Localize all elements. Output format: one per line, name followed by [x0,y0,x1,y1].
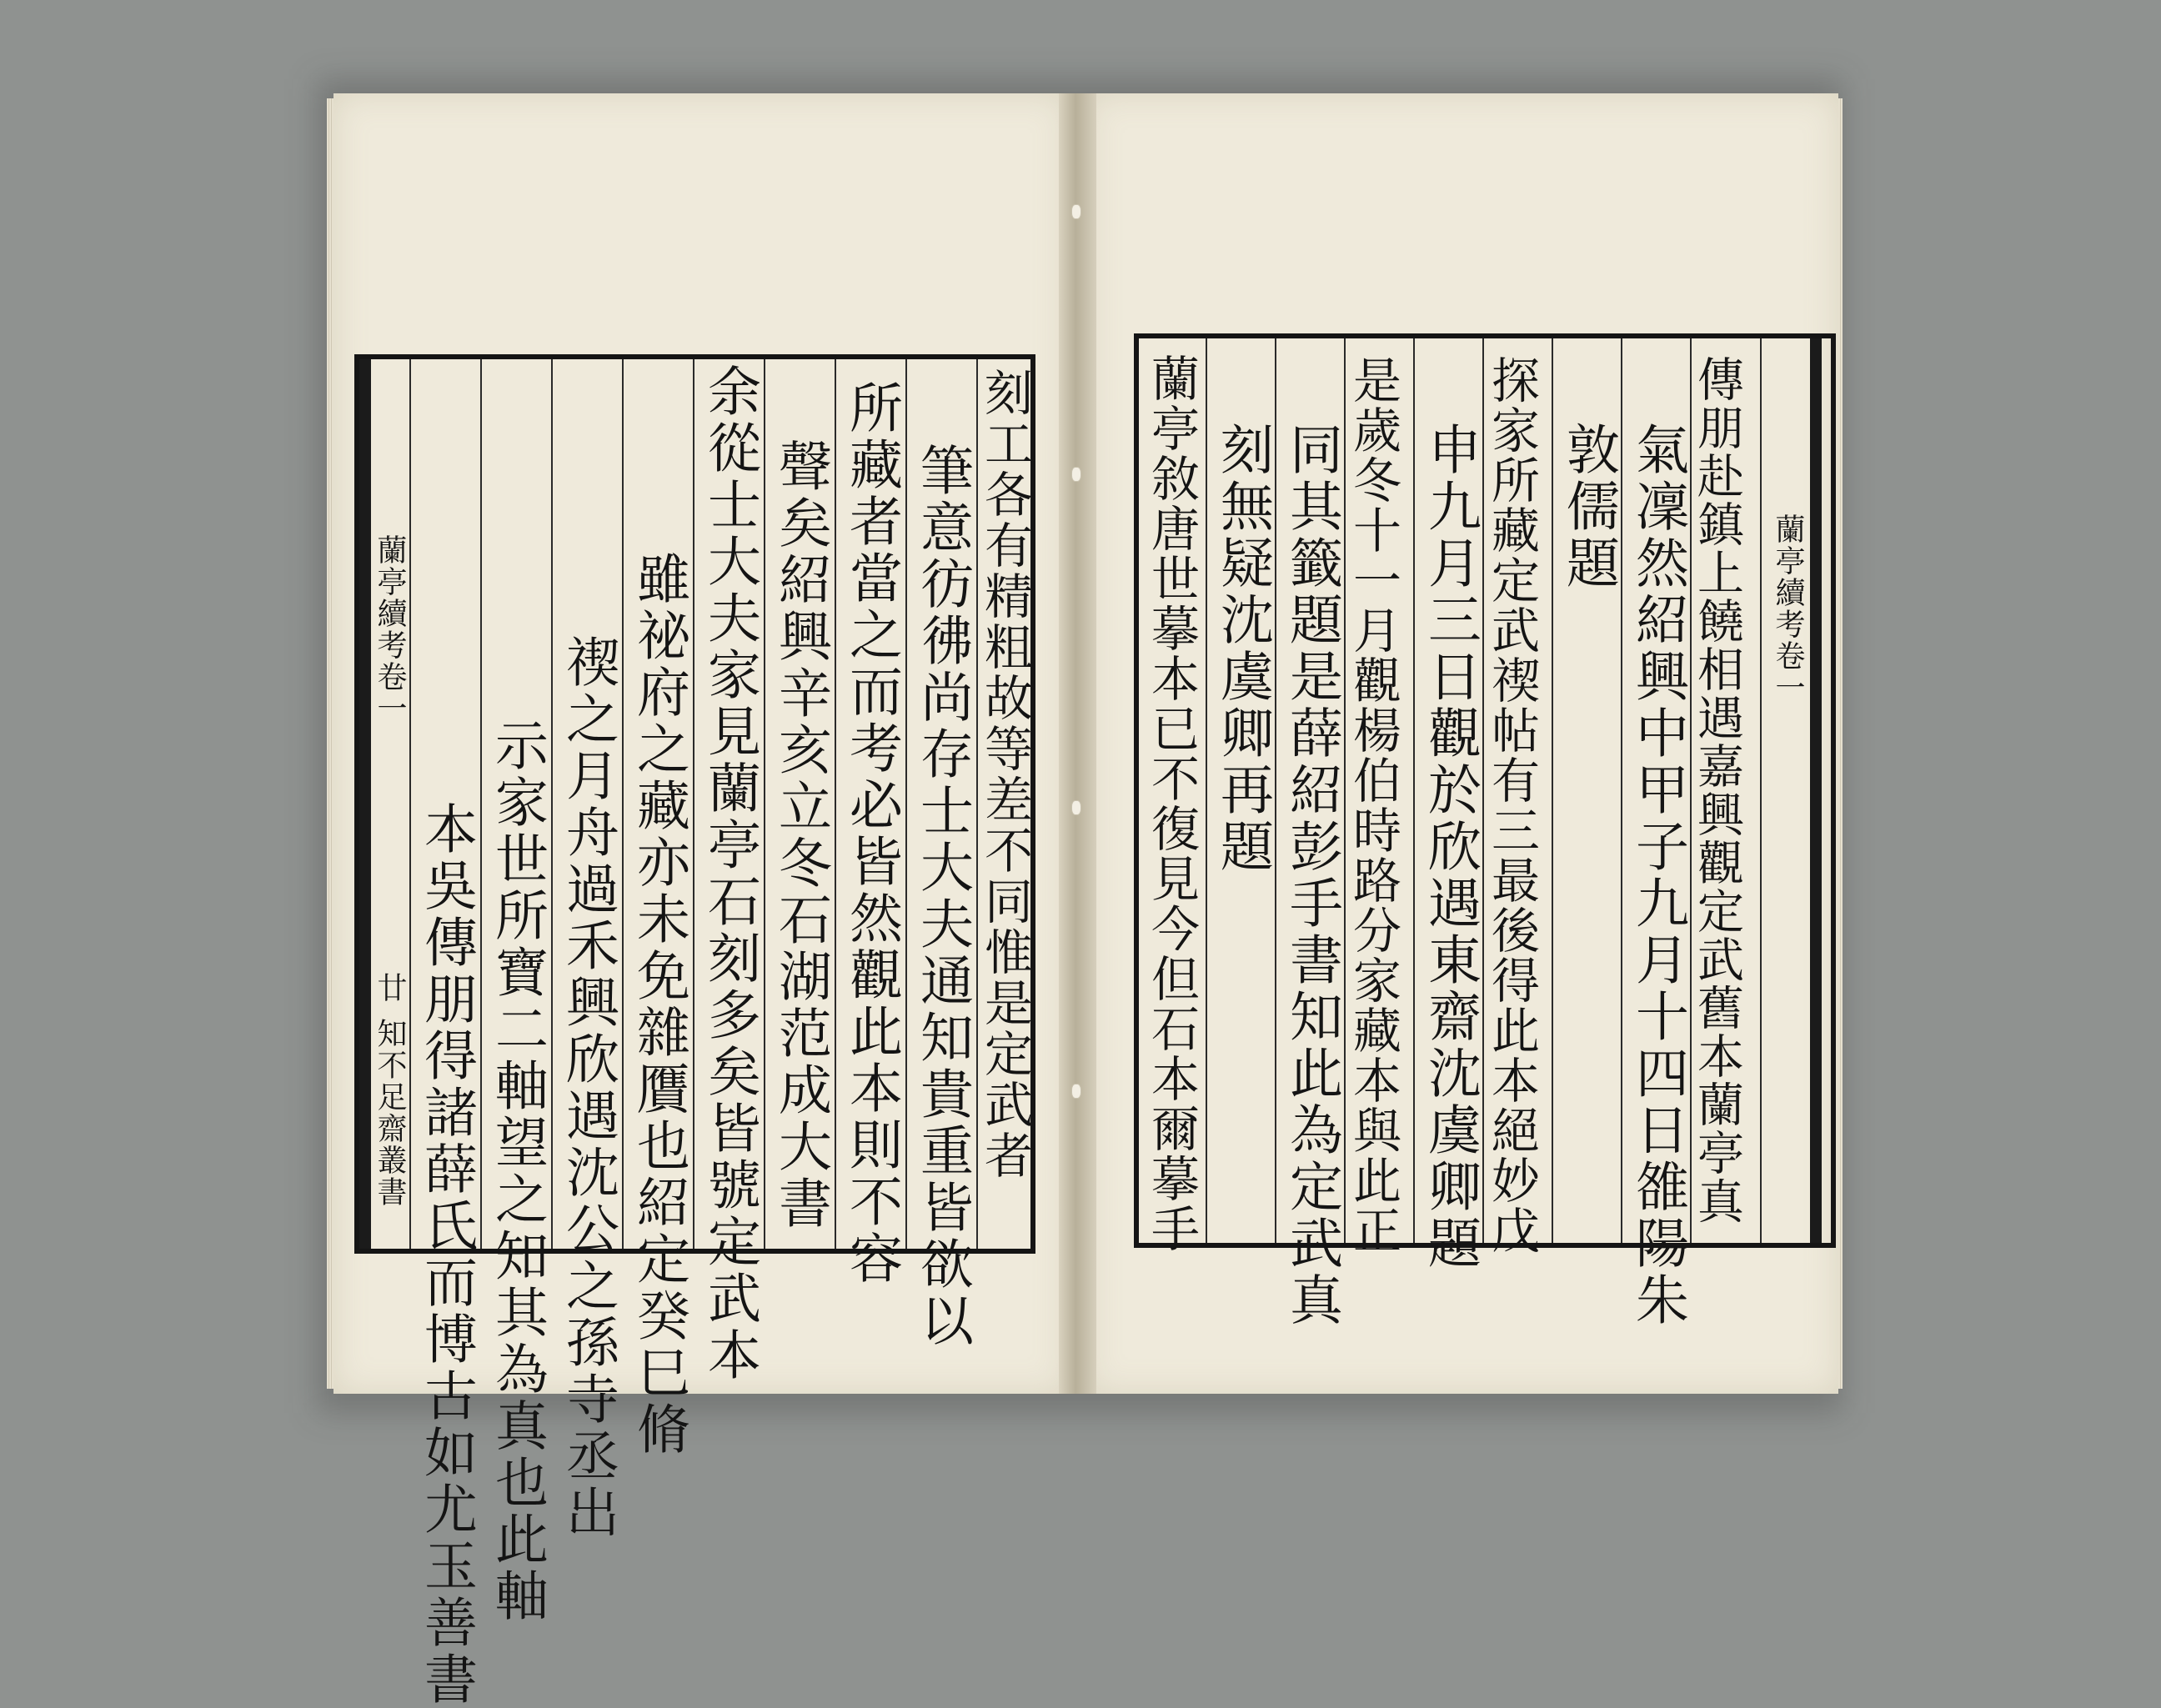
left-center-margin-title: 蘭亭續考卷一 [373,534,407,724]
text-column-2: 筆意彷彿尚存士大夫通知貴重皆欲以 [911,443,973,1350]
text-column-8: 示家世所寶二軸望之知其為真也此軸 [486,718,548,1625]
column-rule [409,359,411,1249]
text-column-9: 本吳傳朋得諸薛氏而博古如尤玉善書 [415,801,477,1708]
binding-stitch [1071,800,1081,815]
right-margin-rule [1810,338,1822,1243]
book-gutter [1059,93,1096,1394]
column-rule [1275,338,1276,1243]
left-folio-marker: 廿 [373,972,407,1004]
column-rule [764,359,765,1249]
text-column-3: 敦儒題 [1557,422,1619,592]
column-rule [905,359,907,1249]
text-column-3: 所藏者當之而考必皆然觀此本則不容 [840,380,902,1287]
column-rule [1413,338,1415,1243]
binding-stitch [1071,467,1081,482]
column-rule [551,359,553,1249]
column-rule [835,359,836,1249]
right-center-margin-title: 蘭亭續考卷一 [1771,513,1805,704]
column-rule [693,359,694,1249]
text-column-7: 同其籤題是薛紹彭手書知此為定武真 [1281,422,1342,1329]
left-publisher-line: 知不足齋叢書 [373,1018,407,1208]
column-rule [1552,338,1553,1243]
text-column-6: 雖祕府之藏亦未免雜贋也紹定癸巳脩 [628,551,689,1458]
text-column-9: 蘭亭敘唐世摹本已不復見今但石本爾摹手 [1143,353,1200,1254]
text-column-1: 傳朋赴鎮上饒相遇嘉興觀定武舊本蘭亭真 [1690,355,1744,1225]
text-column-5: 余從士大夫家見蘭亭石刻多矣皆號定武本 [699,363,760,1384]
text-column-5: 申九月三日觀於欣遇東齋沈虞卿題 [1419,422,1481,1272]
binding-stitch [1071,204,1081,219]
left-margin-rule [359,359,371,1249]
column-rule [622,359,624,1249]
binding-stitch [1071,1084,1081,1099]
text-column-1: 刻工各有精粗故等差不同惟是定武者 [976,368,1033,1181]
text-column-4: 探家所藏定武禊帖有三最後得此本絕妙戊 [1483,355,1540,1255]
text-column-8: 刻無疑沈虞卿再題 [1211,422,1273,875]
right-page-text-frame [1134,333,1836,1329]
column-rule [1760,338,1762,1243]
text-column-4: 聲矣紹興辛亥立冬石湖范成大書 [770,438,831,1232]
text-column-2: 氣凜然紹興中甲子九月十四日雒陽朱 [1627,422,1688,1329]
column-rule [480,359,482,1249]
text-column-6: 是歲冬十一月觀楊伯時路分家藏本與此正 [1345,355,1401,1255]
column-rule [1621,338,1622,1243]
column-rule [1206,338,1207,1243]
left-page-text-frame [354,354,1035,1708]
text-column-7: 禊之月舟過禾興欣遇沈公之孫寺丞出 [557,634,619,1541]
